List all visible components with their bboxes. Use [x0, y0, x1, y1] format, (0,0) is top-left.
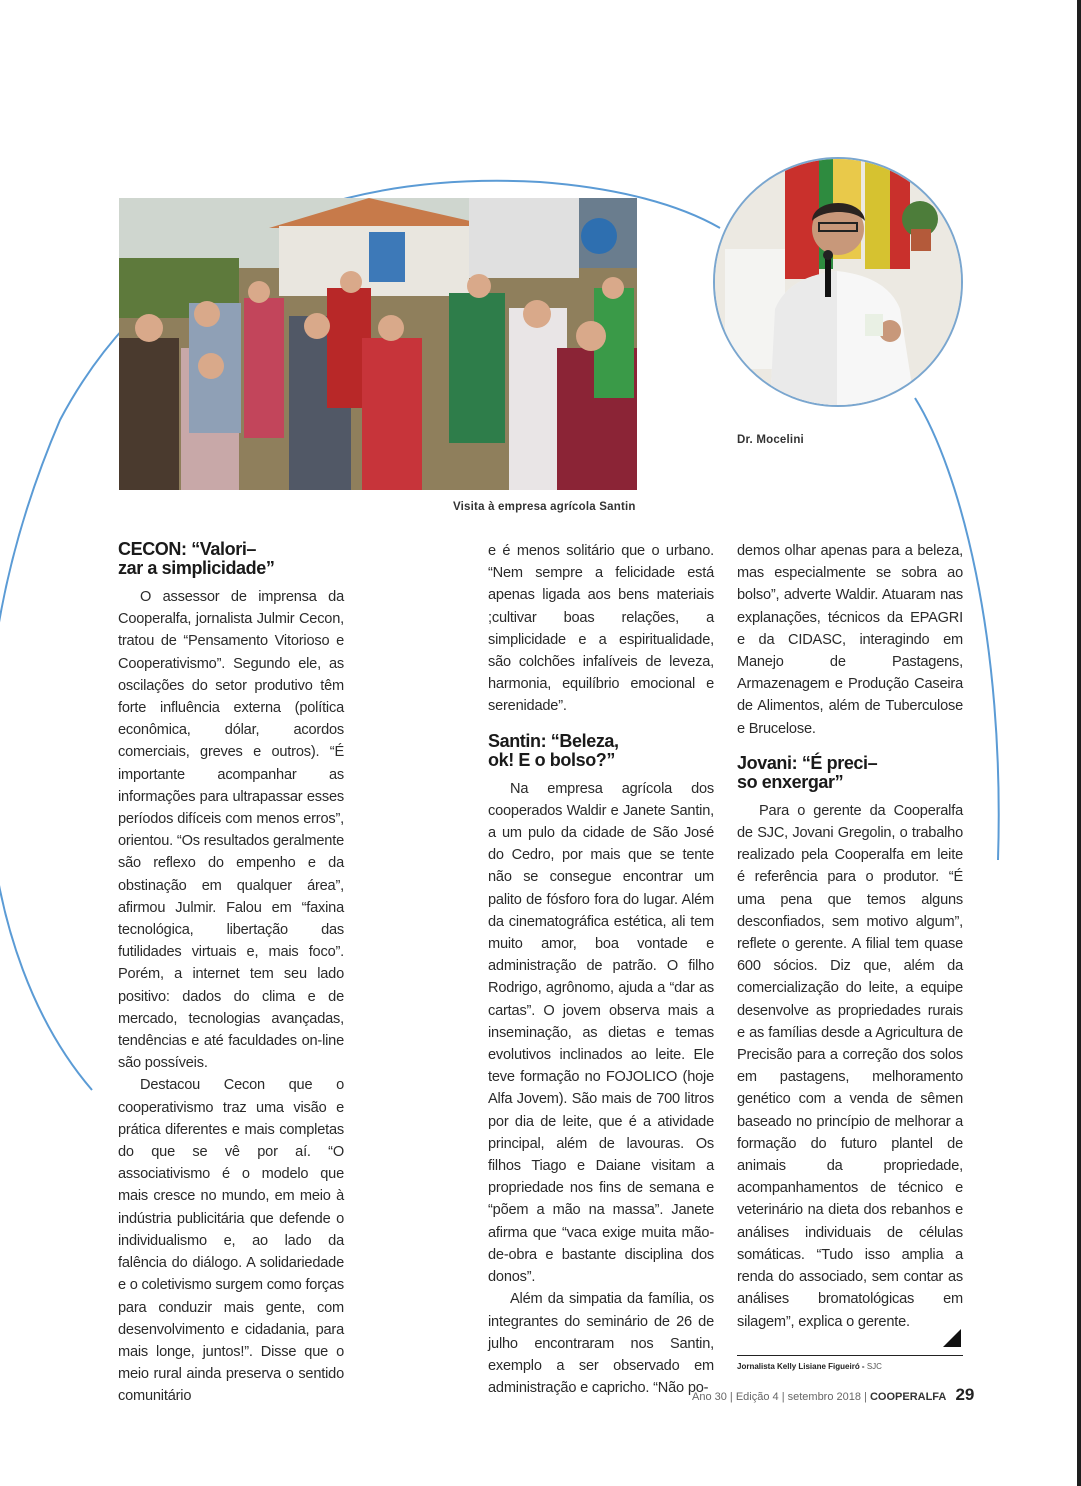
paragraph: Destacou Cecon que o cooperativismo traz uma visão e prática diferentes e mais completas do que se vê por aí. “O associativismo é o modelo que mais cresce no mundo, em meio à indústria publicitária que defende o individualismo e, ao lado da falência do diálogo. A solidariedade e o coletivismo surgem como forças para conduzir mais gente, com desenvolvimento e cidadania, para mais longe, juntos!”. Disse que o meio rural ainda preserva o sentido comunitário [118, 1077, 344, 1405]
paragraph: Além da simpatia da família, os integrantes do seminário de 26 de julho encontraram nos Santin, exemplo a ser observado em administração e capricho. “Não po- [488, 1291, 714, 1397]
heading-line: so enxergar” [737, 771, 844, 792]
paragraph: Para o gerente da Cooperalfa de SJC, Jovani Gregolin, o trabalho realizado pela Cooperalfa em leite é referência para o produtor. “É uma pena que temos alguns desconfiados, sem motivo algum”, reflete o gerente. A filial tem quase 600 sócios. Diz que, além da comercialização do leite, a equipe desenvolve as propriedades rurais e as famílias desde a Agricultura de Precisão para a correção dos solos em pastagens, melhoramento genético com a venda de sêmen baseado no princípio de melhorar a formação do futuro plantel de animais da propriedade, acompanhamentos de técnico e veterinário na dieta dos rebanhos e análises individuais de células somáticas. “Tudo isso amplia a renda do associado, sem contar as análises bromatológicas em silagem”, explica o gerente. [737, 802, 963, 1330]
paragraph: O assessor de imprensa da Cooperalfa, jornalista Julmir Cecon, tratou de “Pensamento Vitorioso e Cooperativismo”. Segundo ele, as oscilações do setor produtivo têm forte influência externa (política econômica, dólar, acordos comerciais, greves e outros). “É importante acompanhar as informações para ultrapassar esses períodos difíceis com menos erros”, orientou. “Os resultados geralmente são reflexo do empenho e da obstinação em qualquer área”, afirmou Julmir. Falou em “faxina tecnológica, libertação das futilidades virtuais e, mais foco”. Porém, a internet tem seu lado positivo: dados do clima e de mercado, tecnologias avançadas, tendências e até faculdades on-line são possíveis. [118, 589, 344, 1072]
heading-line: CECON: “Valori– [118, 539, 257, 559]
section-heading-cecon [118, 540, 344, 578]
main-photo-caption: Visita à empresa agrícola Santin [453, 501, 636, 513]
heading-line: Santin: “Beleza, [488, 730, 619, 751]
paragraph: e é menos solitário que o urbano. “Nem sempre a felicidade está apenas ligada aos bens materiais ;cultivar boas relações, a simplicidade e a espiritualidade, são colchões infalíveis de leveza, harmonia, equilíbrio emocional e serenidade”. [488, 543, 714, 715]
article-column-3 [737, 540, 963, 1371]
issue-info: Ano 30 | Edição 4 | setembro 2018 | [692, 1391, 867, 1403]
publication-name: COOPERALFA [869, 1391, 947, 1403]
author-credit [737, 1362, 963, 1371]
page-number: 29 [955, 1385, 975, 1404]
article-column-2 [488, 540, 714, 1399]
credit-name: Jornalista Kelly Lisiane Figueiró - [737, 1361, 865, 1371]
page-footer [692, 1385, 974, 1405]
heading-line: zar a simplicidade” [118, 558, 275, 578]
portrait-caption: Dr. Mocelini [737, 434, 804, 446]
paragraph: Na empresa agrícola dos cooperados Waldir e Janete Santin, a um pulo da cidade de São José do Cedro, por mais que se tente não se consegue encontrar um palito de fósforo fora do lugar. Além da cinematográfica estética, ali tem muito amor, boa vontade e administração de patrão. O filho Rodrigo, agrônomo, ajuda a “dar as cartas”. O jovem observa mais a inseminação, as dietas e temas evolutivos inclinados ao leite. Ele teve formação no FOJOLICO (hoje Alfa Jovem). São mais de 700 litros por dia de leite, que é a atividade principal, além de lavouras. Os filhos Tiago e Daiane visitam a propriedade nos fins de semana e “põem a mão na massa”. Janete afirma que “vaca exige muita mão-de-obra e bastante disciplina dos donos”. [488, 780, 714, 1286]
group-photo [119, 198, 637, 490]
divider [737, 1355, 963, 1356]
credit-location: SJC [866, 1361, 882, 1371]
heading-line: ok! E o bolso?” [488, 749, 615, 770]
paragraph: demos olhar apenas para a beleza, mas especialmente se sobra ao bolso”, adverte Waldir. Atuaram nas explanações, técnicos da EPAGRI e da CIDASC, interagindo em Manejo de Pastagens, Armazenagem e Produção Caseira de Alimentos, além de Tuberculose e Brucelose. [737, 543, 963, 737]
portrait-photo [713, 157, 963, 407]
end-of-article-triangle-icon [943, 1329, 961, 1347]
section-heading-jovani [737, 754, 963, 792]
article-column-1 [118, 540, 344, 1408]
section-heading-santin [488, 732, 714, 770]
page-edge [1077, 0, 1081, 1486]
heading-line: Jovani: “É preci– [737, 752, 878, 773]
